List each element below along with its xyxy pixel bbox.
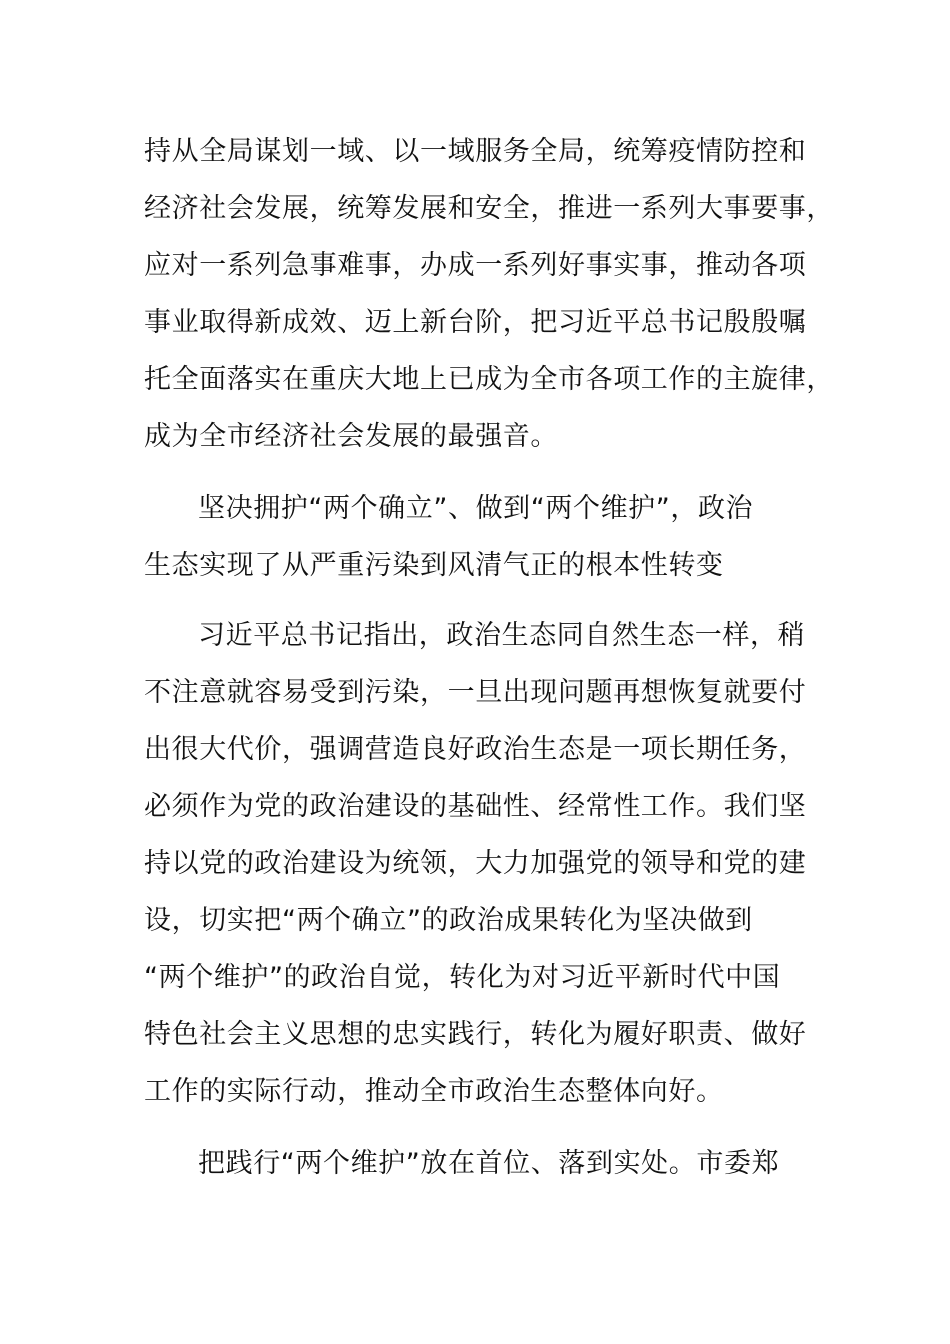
paragraph-3-line-3: 出很大代价，强调营造良好政治生态是一项长期任务，	[144, 734, 807, 765]
paragraph-3-line-9: 工作的实际行动，推动全市政治生态整体向好。	[144, 1076, 724, 1107]
section-heading-line-2: 生态实现了从严重污染到风清气正的根本性转变	[144, 550, 724, 581]
paragraph-1-line-4: 事业取得新成效、迈上新台阶，把习近平总书记殷殷嘱	[144, 307, 807, 338]
paragraph-3-line-1: 习近平总书记指出，政治生态同自然生态一样，稍	[198, 620, 806, 651]
paragraph-1-line-5: 托全面落实在重庆大地上已成为全市各项工作的主旋律，	[144, 364, 834, 395]
paragraph-3-line-7: “两个维护”的政治自觉，转化为对习近平新时代中国	[144, 962, 781, 993]
paragraph-4-line-1: 把践行“两个维护”放在首位、落到实处。市委郑	[198, 1148, 780, 1179]
paragraph-1-line-6: 成为全市经济社会发展的最强音。	[144, 421, 558, 452]
paragraph-1-line-2: 经济社会发展，统筹发展和安全，推进一系列大事要事，	[144, 193, 834, 224]
section-heading-line-1: 坚决拥护“两个确立”、做到“两个维护”，政治	[198, 493, 754, 524]
paragraph-3-line-5: 持以党的政治建设为统领，大力加强党的领导和党的建	[144, 848, 807, 879]
paragraph-3-line-2: 不注意就容易受到污染，一旦出现问题再想恢复就要付	[144, 677, 807, 708]
paragraph-3-line-6: 设，切实把“两个确立”的政治成果转化为坚决做到	[144, 905, 753, 936]
paragraph-1-line-1: 持从全局谋划一域、以一域服务全局，统筹疫情防控和	[144, 136, 807, 167]
paragraph-3-line-8: 特色社会主义思想的忠实践行，转化为履好职责、做好	[144, 1019, 807, 1050]
paragraph-1-line-3: 应对一系列急事难事，办成一系列好事实事，推动各项	[144, 250, 807, 281]
paragraph-3-line-4: 必须作为党的政治建设的基础性、经常性工作。我们坚	[144, 791, 807, 822]
